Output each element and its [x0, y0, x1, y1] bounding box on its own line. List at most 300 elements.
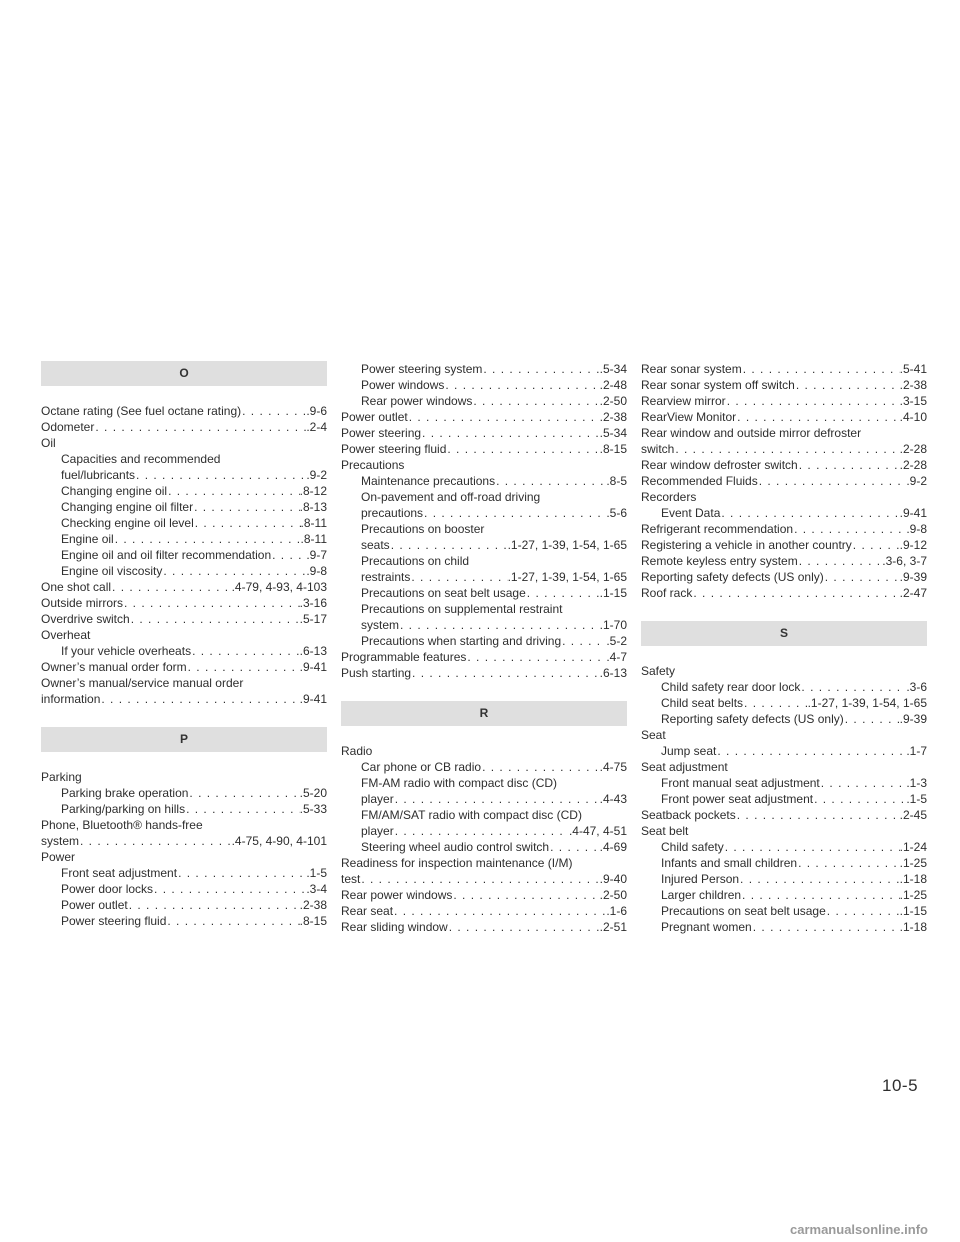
entry-label: Rear sliding window	[341, 920, 448, 934]
index-entry	[41, 579, 327, 595]
index-subentry	[41, 547, 327, 563]
entry-label: Parking/parking on hills	[61, 802, 186, 816]
index-heading: Recorders	[641, 490, 697, 504]
entry-label: Programmable features	[341, 650, 467, 664]
index-subentry	[41, 531, 327, 547]
entry-label: Rear window defroster switch	[641, 458, 798, 472]
dot-leader	[188, 785, 299, 801]
entry-label: Checking engine oil level	[61, 516, 194, 530]
dot-leader	[743, 695, 808, 711]
entry-page-ref: .9-41	[899, 506, 927, 520]
index-heading: Readiness for inspection maintenance (I/M)	[341, 856, 573, 870]
dot-leader	[166, 913, 299, 929]
index-subentry	[641, 919, 927, 935]
index-subheading: FM-AM radio with compact disc (CD)	[361, 776, 558, 790]
index-heading: Safety	[641, 664, 676, 678]
dot-leader	[191, 643, 300, 659]
entry-page-ref: .9-2	[306, 468, 327, 482]
dot-leader	[114, 531, 301, 547]
entry-page-ref: .2-38	[899, 378, 927, 392]
entry-page-ref: .6-13	[599, 666, 627, 680]
entry-label: Child safety	[661, 840, 724, 854]
entry-label: Front seat adjustment	[61, 866, 178, 880]
section-spacer	[341, 681, 627, 701]
index-heading: Radio	[341, 744, 373, 758]
index-subentry	[41, 897, 327, 913]
dot-leader	[844, 711, 900, 727]
entry-label: Power outlet	[61, 898, 128, 912]
index-subentry	[41, 499, 327, 515]
dot-leader	[271, 547, 306, 563]
entry-label: Parking brake operation	[61, 786, 189, 800]
entry-label: Remote keyless entry system	[641, 554, 798, 568]
dot-leader	[726, 393, 900, 409]
entry-label: Changing engine oil	[61, 484, 168, 498]
index-entry	[41, 833, 327, 849]
entry-label: Infants and small children	[661, 856, 798, 870]
dot-leader	[394, 791, 600, 807]
index-subentry	[41, 801, 327, 817]
index-entry	[341, 409, 627, 425]
dot-leader	[399, 617, 600, 633]
dot-leader	[472, 393, 599, 409]
index-subentry	[641, 855, 927, 871]
dot-leader	[393, 903, 606, 919]
entry-label: Injured Person	[661, 872, 740, 886]
index-subentry	[341, 537, 627, 553]
entry-label: Power steering	[341, 426, 422, 440]
index-entry	[641, 361, 927, 377]
section-spacer	[41, 752, 327, 769]
entry-page-ref: .8-12	[299, 484, 327, 498]
entry-page-ref: .1-25	[899, 888, 927, 902]
entry-label: Maintenance precautions	[361, 474, 496, 488]
entry-label: Rear power windows	[361, 394, 473, 408]
dot-leader	[79, 833, 232, 849]
page-number: 10-5	[882, 1076, 919, 1095]
entry-page-ref: .2-47	[899, 586, 927, 600]
index-subentry	[341, 473, 627, 489]
entry-page-ref: .1-7	[906, 744, 927, 758]
dot-leader	[800, 679, 906, 695]
index-subheading: FM/AM/SAT radio with compact disc (CD)	[361, 808, 582, 822]
dot-leader	[692, 585, 899, 601]
entry-page-ref: .9-2	[906, 474, 927, 488]
entry-label: Registering a vehicle in another country	[641, 538, 852, 552]
index-entry	[341, 887, 627, 903]
entry-page-ref: .5-41	[899, 362, 927, 376]
entry-label: Front power seat adjustment	[661, 792, 814, 806]
entry-page-ref: .8-15	[299, 914, 327, 928]
index-subheading: On-pavement and off-road driving	[361, 490, 541, 504]
index-entry	[41, 403, 327, 419]
dot-leader	[135, 467, 306, 483]
entry-page-ref: .8-5	[606, 474, 627, 488]
entry-label: seats	[361, 538, 390, 552]
entry-label: Larger children	[661, 888, 742, 902]
entry-page-ref: .1-70	[599, 618, 627, 632]
entry-page-ref: .2-38	[299, 898, 327, 912]
dot-leader	[741, 887, 900, 903]
entry-page-ref: .5-17	[299, 612, 327, 626]
index-subheading: Precautions on child	[361, 554, 470, 568]
entry-page-ref: .5-6	[606, 506, 627, 520]
index-subentry	[641, 871, 927, 887]
dot-leader	[820, 775, 907, 791]
entry-label: Recommended Fluids	[641, 474, 758, 488]
entry-label: fuel/lubricants	[61, 468, 136, 482]
entry-label: Precautions on seat belt usage	[361, 586, 526, 600]
entry-page-ref: .1-15	[599, 586, 627, 600]
dot-leader	[94, 419, 306, 435]
entry-page-ref: .2-50	[599, 888, 627, 902]
index-entry	[341, 665, 627, 681]
entry-label: Steering wheel audio control switch	[361, 840, 550, 854]
entry-label: RearView Monitor	[641, 410, 737, 424]
index-subentry	[641, 743, 927, 759]
index-subentry	[341, 585, 627, 601]
entry-label: Overdrive switch	[41, 612, 130, 626]
index-heading: Power	[41, 850, 76, 864]
index-subentry	[341, 361, 627, 377]
dot-leader	[446, 441, 599, 457]
index-entry	[41, 691, 327, 707]
entry-label: Power steering system	[361, 362, 483, 376]
index-entry	[641, 585, 927, 601]
dot-leader	[130, 611, 300, 627]
dot-leader	[421, 425, 600, 441]
entry-label: information	[41, 692, 101, 706]
index-entry	[641, 377, 927, 393]
index-subentry	[641, 505, 927, 521]
entry-page-ref: .3-6	[906, 680, 927, 694]
dot-leader	[720, 505, 899, 521]
entry-page-ref: .8-15	[599, 442, 627, 456]
dot-leader	[360, 871, 599, 887]
entry-label: Rear power windows	[341, 888, 453, 902]
dot-leader	[241, 403, 306, 419]
index-subentry	[341, 505, 627, 521]
entry-page-ref: .3-6, 3-7	[882, 554, 927, 568]
entry-label: Event Data	[661, 506, 721, 520]
entry-page-ref: .1-15	[899, 904, 927, 918]
entry-page-ref: .9-39	[899, 570, 927, 584]
entry-label: Reporting safety defects (US only)	[641, 570, 824, 584]
entry-page-ref: .9-6	[306, 404, 327, 418]
index-heading: Precautions	[341, 458, 405, 472]
index-subentry	[341, 791, 627, 807]
entry-page-ref: .2-4	[306, 420, 327, 434]
dot-leader	[423, 505, 606, 521]
dot-leader	[758, 473, 907, 489]
entry-page-ref: .9-8	[906, 522, 927, 536]
dot-leader	[123, 595, 300, 611]
dot-leader	[795, 377, 900, 393]
entry-label: Owner’s manual order form	[41, 660, 187, 674]
index-subentry	[341, 839, 627, 855]
index-heading: Oil	[41, 436, 56, 450]
entry-label: Jump seat	[661, 744, 717, 758]
index-column-1	[41, 361, 327, 929]
entry-page-ref: .2-50	[599, 394, 627, 408]
section-header: R	[341, 701, 627, 726]
entry-page-ref: .4-10	[899, 410, 927, 424]
entry-label: One shot call	[41, 580, 112, 594]
entry-label: Rearview mirror	[641, 394, 726, 408]
index-subentry	[41, 913, 327, 929]
index-subentry	[641, 791, 927, 807]
dot-leader	[482, 361, 599, 377]
entry-label: Roof rack	[641, 586, 693, 600]
dot-leader	[752, 919, 900, 935]
entry-label: player	[361, 792, 394, 806]
entry-page-ref: .2-51	[599, 920, 627, 934]
index-subentry	[341, 377, 627, 393]
index-entry	[641, 473, 927, 489]
index-subentry	[341, 823, 627, 839]
index-subentry	[341, 393, 627, 409]
entry-page-ref: .4-43	[599, 792, 627, 806]
index-column-3	[641, 361, 927, 935]
index-entry	[41, 419, 327, 435]
dot-leader	[410, 569, 507, 585]
index-subentry	[341, 759, 627, 775]
entry-label: Engine oil	[61, 532, 114, 546]
entry-page-ref: .1-6	[606, 904, 627, 918]
entry-label: Power steering fluid	[61, 914, 167, 928]
entry-page-ref: .2-48	[599, 378, 627, 392]
dot-leader	[411, 665, 600, 681]
dot-leader	[674, 441, 899, 457]
index-entry	[641, 521, 927, 537]
entry-page-ref: .2-28	[899, 458, 927, 472]
entry-page-ref: .4-75, 4-90, 4-101	[231, 834, 327, 848]
entry-page-ref: .8-13	[299, 500, 327, 514]
entry-label: Pregnant women	[661, 920, 752, 934]
entry-page-ref: .4-79, 4-93, 4-103	[231, 580, 327, 594]
index-entry	[41, 659, 327, 675]
entry-page-ref: .9-7	[306, 548, 327, 562]
dot-leader	[444, 377, 599, 393]
entry-label: Push starting	[341, 666, 412, 680]
entry-page-ref: .4-7	[606, 650, 627, 664]
dot-leader	[798, 457, 900, 473]
entry-label: system	[41, 834, 80, 848]
entry-page-ref: .1-24	[899, 840, 927, 854]
entry-page-ref: .9-8	[306, 564, 327, 578]
index-subentry	[641, 887, 927, 903]
index-entry	[641, 537, 927, 553]
dot-leader	[452, 887, 599, 903]
entry-page-ref: .3-16	[299, 596, 327, 610]
dot-leader	[549, 839, 600, 855]
entry-label: Odometer	[41, 420, 95, 434]
dot-leader	[495, 473, 606, 489]
section-header: O	[41, 361, 327, 386]
entry-page-ref: .5-2	[606, 634, 627, 648]
entry-label: Precautions when starting and driving	[361, 634, 562, 648]
entry-page-ref: .9-39	[899, 712, 927, 726]
entry-label: player	[361, 824, 394, 838]
index-entry	[641, 569, 927, 585]
dot-leader	[408, 409, 600, 425]
entry-page-ref: .1-18	[899, 920, 927, 934]
section-spacer	[341, 726, 627, 743]
dot-leader	[793, 521, 906, 537]
entry-page-ref: .1-27, 1-39, 1-54, 1-65	[507, 570, 627, 584]
index-entry	[641, 441, 927, 457]
entry-page-ref: .2-28	[899, 442, 927, 456]
dot-leader	[797, 855, 900, 871]
section-header: P	[41, 727, 327, 752]
index-subentry	[41, 643, 327, 659]
entry-label: test	[341, 872, 361, 886]
entry-label: Reporting safety defects (US only)	[661, 712, 844, 726]
entry-label: Octane rating (See fuel octane rating)	[41, 404, 242, 418]
entry-page-ref: .4-75	[599, 760, 627, 774]
entry-page-ref: .8-11	[300, 516, 327, 530]
index-subheading: Precautions on booster	[361, 522, 485, 536]
index-subentry	[341, 617, 627, 633]
entry-label: Front manual seat adjustment	[661, 776, 820, 790]
index-subentry	[341, 569, 627, 585]
index-entry	[41, 595, 327, 611]
entry-label: Child seat belts	[661, 696, 744, 710]
index-subentry	[41, 515, 327, 531]
entry-page-ref: .3-15	[899, 394, 927, 408]
entry-label: Power steering fluid	[341, 442, 447, 456]
dot-leader	[193, 499, 300, 515]
entry-label: Outside mirrors	[41, 596, 124, 610]
dot-leader	[724, 839, 900, 855]
entry-label: Refrigerant recommendation	[641, 522, 794, 536]
entry-page-ref: .2-38	[599, 410, 627, 424]
index-heading: Phone, Bluetooth® hands-free	[41, 818, 203, 832]
entry-page-ref: .6-13	[299, 644, 327, 658]
section-spacer	[641, 646, 927, 663]
entry-page-ref: .9-40	[599, 872, 627, 886]
entry-page-ref: .8-11	[300, 532, 327, 546]
dot-leader	[736, 409, 899, 425]
index-subentry	[41, 483, 327, 499]
index-column-2	[341, 361, 627, 935]
index-heading: Rear window and outside mirror defroster	[641, 426, 862, 440]
index-subentry	[41, 563, 327, 579]
dot-leader	[194, 515, 301, 531]
dot-leader	[153, 881, 306, 897]
section-spacer	[41, 707, 327, 727]
entry-page-ref: .9-12	[899, 538, 927, 552]
entry-page-ref: .1-5	[306, 866, 327, 880]
entry-page-ref: .4-69	[599, 840, 627, 854]
entry-label: Rear seat	[341, 904, 394, 918]
index-subentry	[641, 711, 927, 727]
entry-page-ref: .1-27, 1-39, 1-54, 1-65	[507, 538, 627, 552]
index-heading: Seat belt	[641, 824, 689, 838]
entry-page-ref: .5-34	[599, 426, 627, 440]
entry-label: If your vehicle overheats	[61, 644, 192, 658]
dot-leader	[526, 585, 600, 601]
index-subheading: Precautions on supplemental restraint	[361, 602, 563, 616]
index-entry	[341, 903, 627, 919]
index-entry	[641, 393, 927, 409]
entry-label: Engine oil and oil filter recommendation	[61, 548, 272, 562]
entry-label: switch	[641, 442, 675, 456]
entry-label: Engine oil viscosity	[61, 564, 163, 578]
dot-leader	[167, 483, 300, 499]
section-header: S	[641, 621, 927, 646]
index-subentry	[41, 865, 327, 881]
entry-label: restraints	[361, 570, 411, 584]
entry-page-ref: .1-3	[906, 776, 927, 790]
index-subentry	[641, 679, 927, 695]
dot-leader	[177, 865, 306, 881]
dot-leader	[390, 537, 508, 553]
entry-label: Seatback pockets	[641, 808, 736, 822]
index-subentry	[641, 695, 927, 711]
dot-leader	[739, 871, 900, 887]
index-heading: Seat	[641, 728, 666, 742]
dot-leader	[813, 791, 906, 807]
entry-label: Child safety rear door lock	[661, 680, 801, 694]
dot-leader	[742, 361, 900, 377]
index-subheading: Capacities and recommended	[61, 452, 221, 466]
section-spacer	[641, 601, 927, 621]
index-subentry	[41, 467, 327, 483]
index-subentry	[641, 839, 927, 855]
watermark: carmanualsonline.info	[790, 1222, 928, 1237]
index-subentry	[41, 785, 327, 801]
section-spacer	[41, 386, 327, 403]
index-heading: Seat adjustment	[641, 760, 728, 774]
dot-leader	[716, 743, 906, 759]
entry-page-ref: .5-20	[299, 786, 327, 800]
index-subentry	[641, 903, 927, 919]
dot-leader	[394, 823, 569, 839]
entry-page-ref: .1-5	[906, 792, 927, 806]
dot-leader	[466, 649, 606, 665]
entry-label: Car phone or CB radio	[361, 760, 482, 774]
index-heading: Overheat	[41, 628, 91, 642]
index-entry	[641, 553, 927, 569]
entry-label: Rear sonar system off switch	[641, 378, 795, 392]
dot-leader	[824, 569, 900, 585]
index-entry	[41, 611, 327, 627]
entry-page-ref: .5-34	[599, 362, 627, 376]
dot-leader	[100, 691, 299, 707]
index-heading: Parking	[41, 770, 82, 784]
dot-leader	[826, 903, 900, 919]
index-entry	[641, 457, 927, 473]
index-entry	[641, 409, 927, 425]
entry-page-ref: .1-27, 1-39, 1-54, 1-65	[807, 696, 927, 710]
index-entry	[341, 871, 627, 887]
index-entry	[341, 919, 627, 935]
entry-label: Power outlet	[341, 410, 408, 424]
index-entry	[341, 425, 627, 441]
entry-label: precautions	[361, 506, 424, 520]
entry-page-ref: .9-41	[299, 660, 327, 674]
dot-leader	[185, 801, 300, 817]
entry-label: Changing engine oil filter	[61, 500, 194, 514]
dot-leader	[187, 659, 300, 675]
index-entry	[341, 441, 627, 457]
index-subentry	[41, 881, 327, 897]
dot-leader	[561, 633, 606, 649]
entry-page-ref: .4-47, 4-51	[568, 824, 627, 838]
dot-leader	[162, 563, 306, 579]
entry-page-ref: .1-25	[899, 856, 927, 870]
